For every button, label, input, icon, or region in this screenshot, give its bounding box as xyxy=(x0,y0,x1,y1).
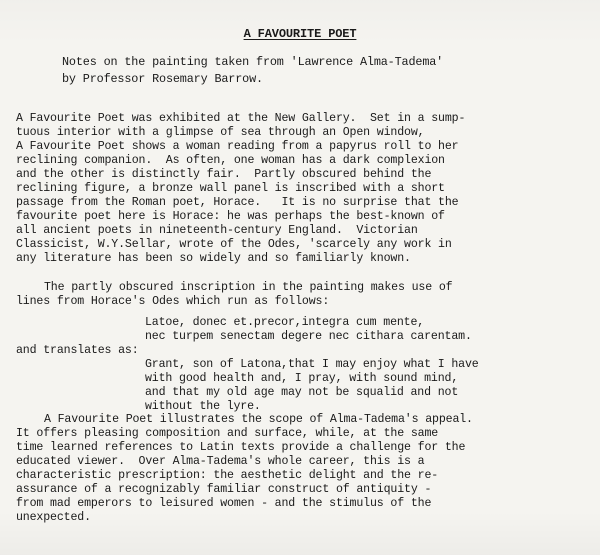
text-line: reclining companion. As often, one woman has a dark complexion xyxy=(16,154,445,167)
page-title: A FAVOURITE POET xyxy=(243,27,357,41)
translation-line: without the lyre. xyxy=(145,400,261,413)
text-line: It offers pleasing composition and surface, while, at the same xyxy=(16,427,439,440)
translation-line: and that my old age may not be squalid and not xyxy=(145,386,459,399)
text-line: tuous interior with a glimpse of sea through an Open window, xyxy=(16,126,425,139)
text-line: Classicist, W.Y.Sellar, wrote of the Odes, 'scarcely any work in xyxy=(16,238,452,251)
latin-line: nec turpem senectam degere nec cithara carentam. xyxy=(145,330,472,343)
text-line: lines from Horace's Odes which run as follows: xyxy=(16,295,330,308)
text-line: characteristic prescription: the aesthetic delight and the re- xyxy=(16,469,439,482)
text-line: time learned references to Latin texts provide a challenge for the xyxy=(16,441,466,454)
text-line: passage from the Roman poet, Horace. It is no surprise that the xyxy=(16,196,459,209)
text-line: from mad emperors to leisured women - and the stimulus of the xyxy=(16,497,432,510)
text-line: all ancient poets in nineteenth-century England. Victorian xyxy=(16,224,418,237)
text-line: any literature has been so widely and so familiarly known. xyxy=(16,252,411,265)
text-line: assurance of a recognizably familiar construct of antiquity - xyxy=(16,483,432,496)
subtitle-line: Notes on the painting taken from 'Lawrence Alma-Tadema' xyxy=(62,55,444,69)
subtitle-line: by Professor Rosemary Barrow. xyxy=(62,72,263,86)
text-line: A Favourite Poet shows a woman reading from a papyrus roll to her xyxy=(16,140,459,153)
text-line: favourite poet here is Horace: he was perhaps the best-known of xyxy=(16,210,445,223)
translation-line: Grant, son of Latona,that I may enjoy what I have xyxy=(145,358,479,371)
text-line: The partly obscured inscription in the painting makes use of xyxy=(44,281,453,294)
translation-line: with good health and, I pray, with sound mind, xyxy=(145,372,459,385)
text-line: unexpected. xyxy=(16,511,91,524)
translates-label: and translates as: xyxy=(16,344,139,357)
text-line: and the other is distinctly fair. Partly obscured behind the xyxy=(16,168,432,181)
text-line: educated viewer. Over Alma-Tadema's whole career, this is a xyxy=(16,455,425,468)
text-line: A Favourite Poet illustrates the scope of Alma-Tadema's appeal. xyxy=(44,413,473,426)
text-line: A Favourite Poet was exhibited at the New Gallery. Set in a sump- xyxy=(16,112,466,125)
latin-line: Latoe, donec et.precor,integra cum mente, xyxy=(145,316,425,329)
text-line: reclining figure, a bronze wall panel is inscribed with a short xyxy=(16,182,445,195)
